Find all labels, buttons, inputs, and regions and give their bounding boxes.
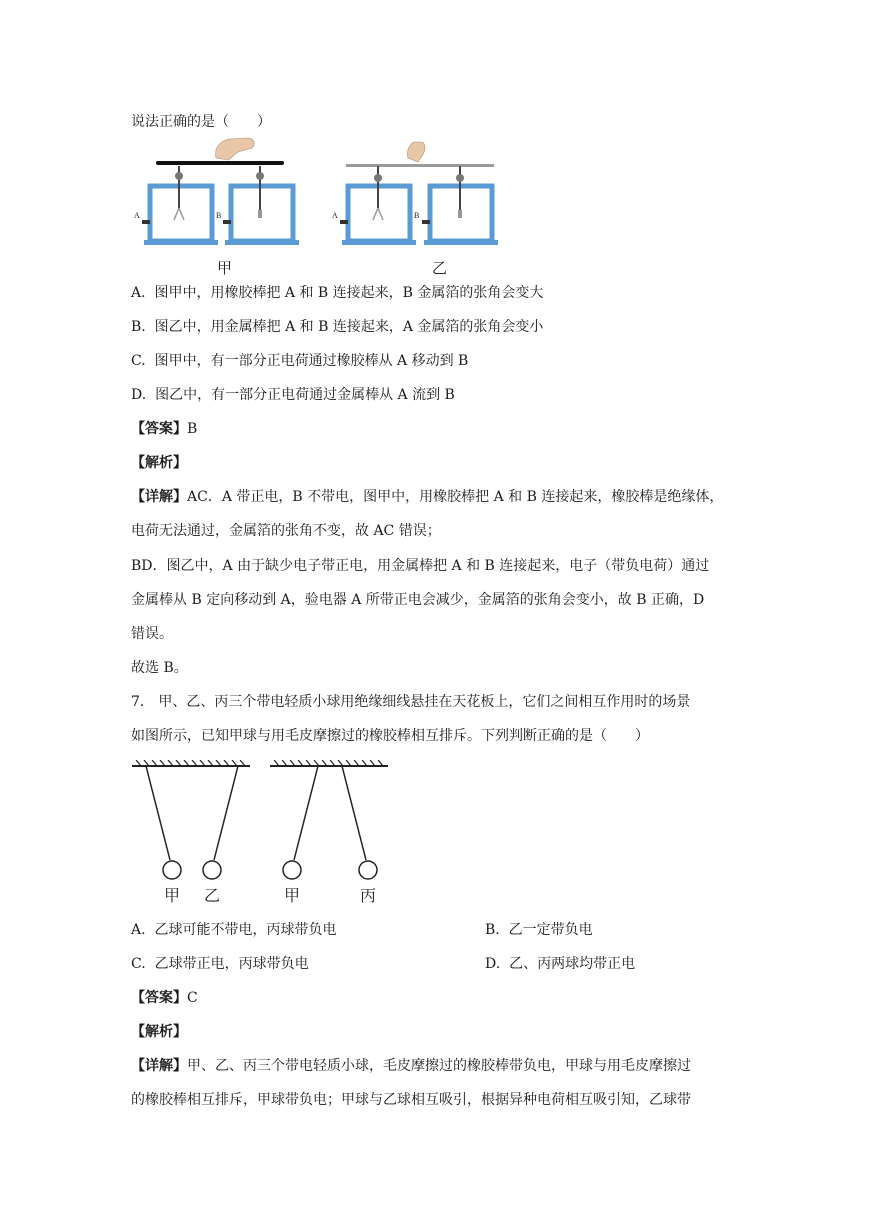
ball-jia-left [163,861,181,879]
label-b-right: B [414,211,420,220]
figure-caption-yi: 乙 [432,259,448,277]
q7-option-c: C. 乙球带正电，丙球带负电 [131,956,309,972]
q6-detail-line-2: 电荷无法通过，金属箔的张角不变，故 AC 错误； [131,523,441,539]
q7-detail-line-2: 的橡胶棒相互排斥，甲球带负电；甲球与乙球相互吸引，根据异种电荷相互吸引知，乙球带 [131,1092,691,1108]
q7-detail-line-1: 【详解】甲、乙、丙三个带电轻质小球，毛皮摩擦过的橡胶棒带负电，甲球与用毛皮摩擦过 [131,1058,691,1074]
electroscope-a-left [142,166,218,245]
q6-stem-tail: 说法正确的是（ ） [131,114,271,130]
q7-option-b: B. 乙一定带负电 [485,922,593,938]
q6-detail-line-4: 金属棒从 B 定向移动到 A，验电器 A 所带正电会减少，金属箔的张角会变小，故 B 正确，D [131,592,705,608]
metal-rod [346,164,494,167]
thread-yi [214,766,238,860]
q6-option-c: C. 图甲中，有一部分正电荷通过橡胶棒从 A 移动到 B [131,353,469,369]
q6-option-a: A. 图甲中，用橡胶棒把 A 和 B 连接起来，B 金属箔的张角会变大 [131,285,544,301]
electroscope-a-right [340,166,416,245]
electroscope-b-left [223,166,299,245]
q7-option-a: A. 乙球可能不带电，丙球带负电 [131,922,337,938]
thread-jia-left [146,766,170,860]
ball-label-yi: 乙 [204,886,221,905]
ball-label-jia-right: 甲 [284,886,301,905]
hand-icon-right [407,142,425,162]
label-a-right: A [332,211,338,220]
ball-label-jia-left: 甲 [164,886,181,905]
q7-stem-line-1: 7． 甲、乙、丙三个带电轻质小球用绝缘细线悬挂在天花板上，它们之间相互作用时的场景 [131,694,691,710]
figure-caption-jia: 甲 [217,259,233,277]
ball-yi [203,861,221,879]
q6-detail-line-3: BD．图乙中，A 由于缺少电子带正电，用金属棒把 A 和 B 连接起来，电子（带负电荷）通过 [131,558,710,574]
thread-jia-right [294,766,318,860]
label-a-left: A [134,211,140,220]
electroscope-b-right [422,166,498,245]
rubber-rod [156,161,284,165]
q6-detail-line-1: 【详解】AC．A 带正电，B 不带电，图甲中，用橡胶棒把 A 和 B 连接起来，橡胶棒是绝缘体， [131,489,724,505]
q7-answer: 【答案】C [131,990,198,1006]
q6-option-d: D. 图乙中，有一部分正电荷通过金属棒从 A 流到 B [131,387,455,403]
q7-analysis-tag: 【解析】 [131,1024,187,1040]
q6-detail-line-5: 错误。 [131,626,173,642]
q6-detail-line-6: 故选 B。 [131,660,188,676]
q7-stem-line-2: 如图所示，已知甲球与用毛皮摩擦过的橡胶棒相互排斥。下列判断正确的是（ ） [131,728,649,744]
q6-answer: 【答案】B [131,421,198,437]
label-b-left: B [216,211,222,220]
ball-bing [359,861,377,879]
electroscope-figure [130,136,500,251]
q7-option-d: D. 乙、丙两球均带正电 [485,956,636,972]
ball-label-bing: 丙 [360,886,377,905]
thread-bing [342,766,366,860]
hanging-balls-figure [128,760,393,910]
q6-analysis-tag: 【解析】 [131,455,187,471]
ball-jia-right [283,861,301,879]
hand-icon [216,138,254,160]
q6-option-b: B. 图乙中，用金属棒把 A 和 B 连接起来，A 金属箔的张角会变小 [131,319,544,335]
